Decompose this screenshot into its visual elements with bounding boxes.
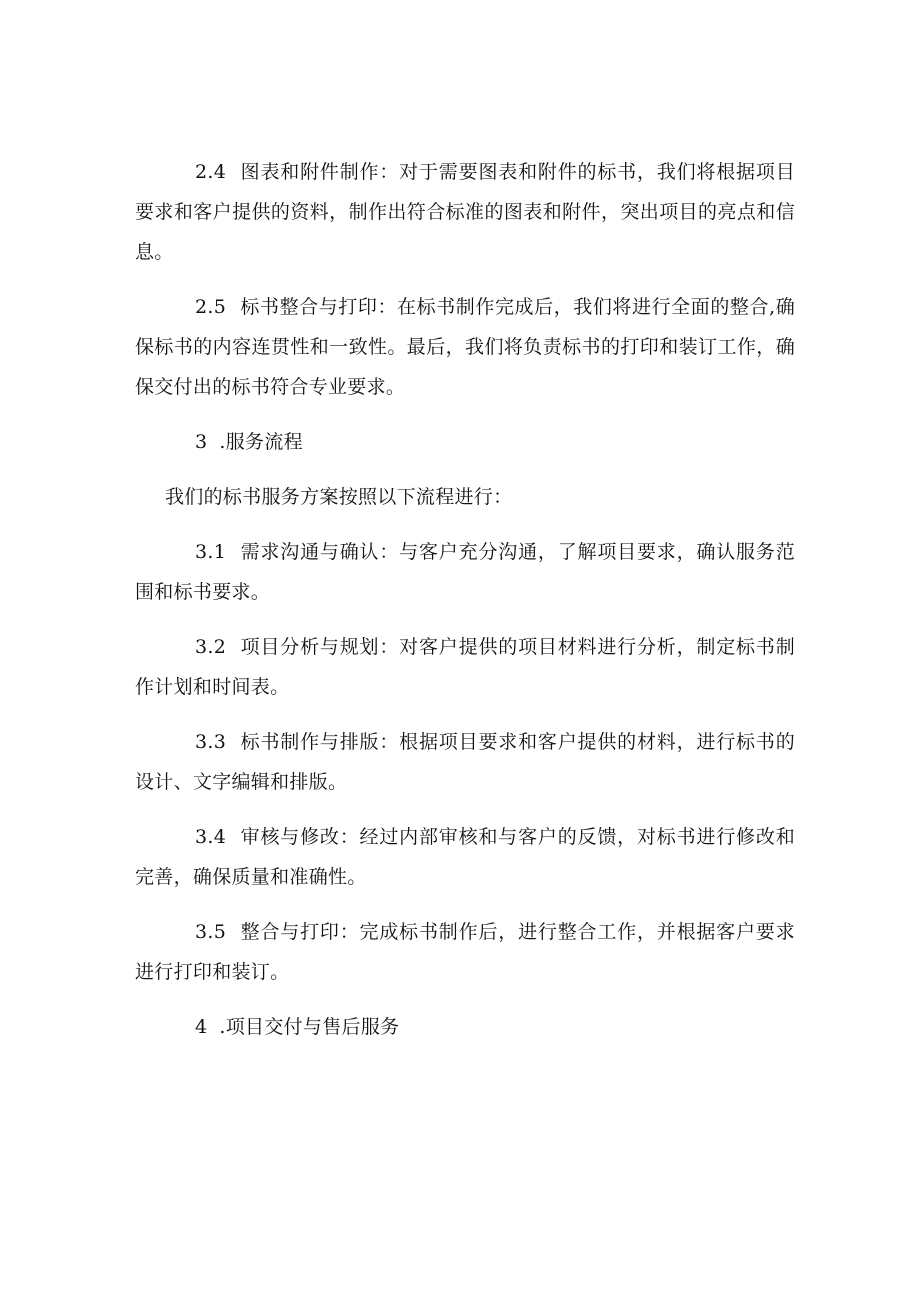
section-number: 2.5: [195, 296, 227, 318]
heading-4: [135, 1007, 795, 1047]
paragraph-3-1: [135, 532, 795, 612]
paragraph-2-4: [135, 152, 795, 272]
paragraph-3-3: [135, 722, 795, 802]
paragraph-text: 标书制作与排版：根据项目要求和客户提供的材料，进行标书的设计、文字编辑和排版。: [135, 731, 795, 793]
paragraph-text: 标书整合与打印：在标书制作完成后，我们将进行全面的整合,确保标书的内容连贯性和一致性。最后，我们将负责标书的打印和装订工作，确保交付出的标书符合专业要求。: [135, 296, 795, 398]
section-number: 3.5: [195, 921, 227, 943]
paragraph-3-2: [135, 627, 795, 707]
section-number: 3: [195, 431, 208, 453]
paragraph-3-intro: [135, 477, 795, 517]
paragraph-3-5: [135, 912, 795, 992]
paragraph-2-5: [135, 287, 795, 407]
paragraph-text: 我们的标书服务方案按照以下流程进行：: [165, 486, 513, 508]
section-number: 3.1: [195, 541, 227, 563]
section-number: 3.4: [195, 826, 227, 848]
section-number: 3.2: [195, 636, 227, 658]
paragraph-text: 图表和附件制作：对于需要图表和附件的标书，我们将根据项目要求和客户提供的资料，制作出符合标准的图表和附件，突出项目的亮点和信息。: [135, 161, 795, 263]
paragraph-text: 项目分析与规划：对客户提供的项目材料进行分析，制定标书制作计划和时间表。: [135, 636, 795, 698]
section-number: 4: [195, 1016, 208, 1038]
section-number: 3.3: [195, 731, 227, 753]
heading-3: [135, 422, 795, 462]
paragraph-text: 需求沟通与确认：与客户充分沟通，了解项目要求，确认服务范围和标书要求。: [135, 541, 795, 603]
heading-text: .服务流程: [219, 431, 303, 453]
paragraph-3-4: [135, 817, 795, 897]
paragraph-text: 审核与修改：经过内部审核和与客户的反馈，对标书进行修改和完善，确保质量和准确性。: [135, 826, 795, 888]
section-number: 2.4: [195, 161, 227, 183]
document-body: [135, 152, 795, 1062]
heading-text: .项目交付与售后服务: [219, 1016, 400, 1038]
paragraph-text: 整合与打印：完成标书制作后，进行整合工作，并根据客户要求进行打印和装订。: [135, 921, 795, 983]
